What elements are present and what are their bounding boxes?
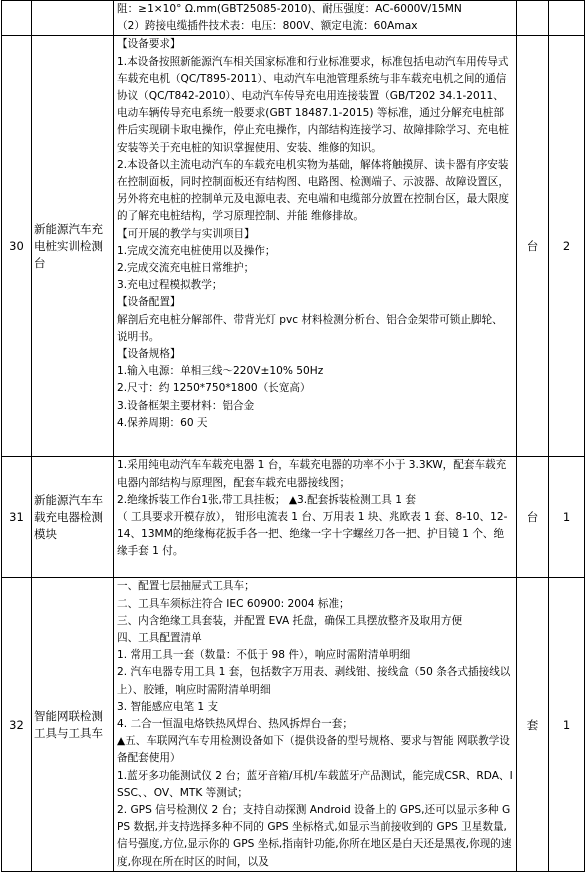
item-description: 阻：≥1×10° Ω.mm(GBT25085-2010)、耐压强度：AC-6000V/15MN （2）跨接电缆插件技术表：电压：800V、额定电流：60Amax: [114, 1, 517, 36]
equipment-spec-table: [1, 0, 585, 872]
item-unit: [517, 1, 549, 36]
table-row: [2, 578, 585, 871]
row-number: 30: [2, 36, 32, 457]
row-number: 31: [2, 457, 32, 578]
row-number: [2, 1, 32, 36]
item-quantity: 1: [549, 578, 585, 871]
item-name: 新能源汽车车载充电器检测模块: [32, 457, 114, 578]
item-quantity: 2: [549, 36, 585, 457]
item-name: 新能源汽车充电桩实训检测台: [32, 36, 114, 457]
row-number: 32: [2, 578, 32, 871]
item-description: 1.采用纯电动汽车车载充电器 1 台，车载充电器的功率不小于 3.3KW，配套车载充电器内部结构与原理图，配套车载充电器接线图； 2.绝缘拆装工作台1张,带工具挂板； ▲3.配套拆装检测工具 1 套 （ 工具要求开模存放）， 钳形电流表 1 台、万用表 1 块、兆欧表 1 套、8-10、12-14、13MM的绝缘梅花扳手各一把、绝缘一字十字螺丝刀各一把、护目镜 1 个、绝缘手套 1 付。: [114, 457, 517, 578]
item-description: 【设备要求】 1.本设备按照新能源汽车相关国家标准和行业标准要求，标准包括电动汽车用传导式车载充电机（QC/T895-2011）、电动汽车电池管理系统与非车载充电机之间的通信协议（QC/T842-2010）、电动汽车传导充电用连接装置（GB/T202 34.1-2011、电动车辆传导充电系统一般要求(GBT 18487.1-2015) 等标准，通过分解充电桩部件后实现刷卡取电操作，停止充电操作，内部结构连接学习、故障排除学习、充电桩安装等关于充电桩的知识掌握使用、安装、维修的知识。 2.本设备以主流电动汽车的车载充电机实物为基础，解体将触摸屏、读卡器有序安装在控制面板，同时控制面板还有结构图、电路图、检测端子、示波器、故障设置区，另外将充电桩的控制单元及电源电表、充电端和电缆部分放置在控制台区，最大限度的了解充电桩结构，学习原理控制、并能 维修排故。 【可开展的教学与实训项目】 1.完成交流充电桩使用以及操作； 2.完成交流充电桩日常维护； 3.充电过程模拟教学； 【设备配置】 解剖后充电桩分解部件、带背光灯 pvc 材料检测分析台、铝合金架带可锁止脚轮、说明书。 【设备规格】 1.输入电源：单相三线～220V±10% 50Hz 2.尺寸：约 1250*750*1800（长宽高） 3.设备框架主要材料：铝合金 4.保养周期：60 天: [114, 36, 517, 457]
table-row: [2, 457, 585, 578]
table-row: [2, 1, 585, 36]
table-row: [2, 36, 585, 457]
item-unit: 台: [517, 457, 549, 578]
item-name: [32, 1, 114, 36]
item-unit: 台: [517, 36, 549, 457]
item-quantity: 1: [549, 457, 585, 578]
item-quantity: [549, 1, 585, 36]
item-description: 一、配置七层抽屉式工具车； 二、工具车须标注符合 IEC 60900: 2004 标准； 三、内含绝缘工具套装，并配置 EVA 托盘，确保工具摆放整齐及取用方便 四、工具配置清单 1. 常用工具一套（数量：不低于 98 件），响应时需附清单明细 2. 汽车电器专用工具 1 套，包括数字万用表、剥线钳、接线盒（50 条各式插接线以上）、胶锤，响应时需附清单明细 3. 智能感应电笔 1 支 4. 二合一恒温电烙铁热风焊台、热风拆焊台一套； ▲五、车联网汽车专用检测设备如下（提供设备的型号规格、要求与智能 网联教学设备配套使用） 1.蓝牙多功能测试仪 2 台；蓝牙音箱/耳机/车载蓝牙产品测试，能完成CSR、RDA、ISSC、、OV、MTK 等测试； 2. GPS 信号检测仪 2 台；支持自动探测 Android 设备上的 GPS,还可以显示多种 GPS 数据,并支持选择多种不同的 GPS 坐标格式,如显示当前接收到的 GPS 卫星数量,信号强度,方位,显示你的 GPS 坐标,指南针功能,你所在地区是白天还是黑夜,你现的速度,你现在所在时区的时间，以及: [114, 578, 517, 871]
item-unit: 套: [517, 578, 549, 871]
item-name: 智能网联检测工具与工具车: [32, 578, 114, 871]
